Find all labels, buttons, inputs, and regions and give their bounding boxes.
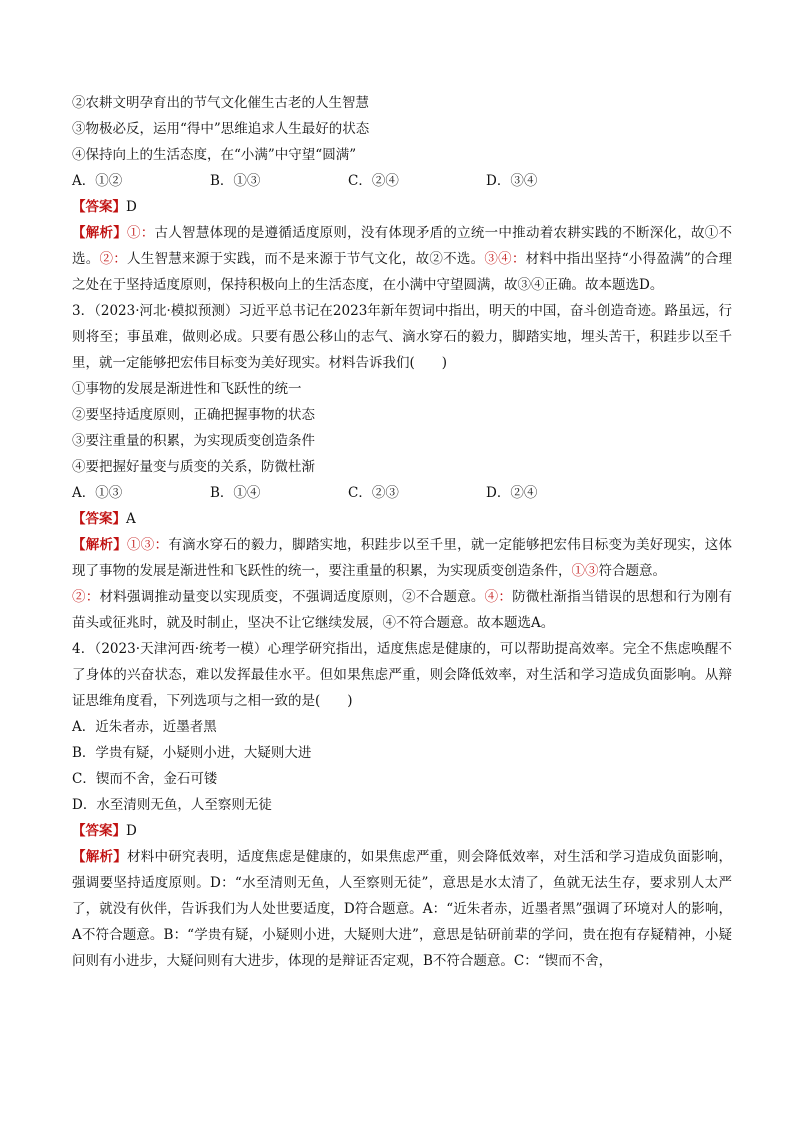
q2-statement: ④保持向上的生活态度，在“小满”中守望“圆满” <box>72 147 357 163</box>
q2-answer <box>72 194 732 220</box>
analysis-marker: ①③ <box>571 563 599 579</box>
q3-statement: ①事物的发展是渐进性和飞跃性的统一 <box>72 381 302 397</box>
analysis-marker: ③④： <box>484 251 526 267</box>
answer-label: 【答案】 <box>72 199 126 215</box>
analysis-text: 符合题意。 <box>598 563 666 579</box>
q4-answer <box>72 818 732 844</box>
q3-option: D．②④ <box>486 485 538 501</box>
q4-option: D．水至清则无鱼，人至察则无徒 <box>72 797 272 813</box>
q4-option: A．近朱者赤，近墨者黑 <box>72 719 217 735</box>
analysis-marker: ④： <box>484 589 513 605</box>
q3-option: B．①④ <box>210 485 261 501</box>
answer-value: D <box>126 823 137 839</box>
q3-analysis <box>72 532 732 636</box>
analysis-label: 【解析】 <box>72 537 128 553</box>
analysis-text: 人生智慧来源于实践，而不是来源于节气文化，故②不选。 <box>127 251 485 267</box>
q2-statement: ③物极必反，运用“得中”思维追求人生最好的状态 <box>72 121 370 137</box>
q3-answer <box>72 506 732 532</box>
answer-label: 【答案】 <box>72 511 126 527</box>
q2-analysis <box>72 220 732 298</box>
analysis-marker: ②： <box>99 251 127 267</box>
q4-option: B．学贵有疑，小疑则小进，大疑则大进 <box>72 745 312 761</box>
analysis-text: 有滴水穿石的毅力，脚踏实地，积跬步以至千里，就一定能够把宏伟目标变为美好现实，这体现了事物的发展是渐进性和飞跃性的统一，要注重量的积累，为实现质变创造条件， <box>72 537 733 579</box>
analysis-text: 材料中研究表明，适度焦虑是健康的，如果焦虑严重，则会降低效率，对生活和学习造成负面影响，强调要坚持适度原则。D：“水至清则无鱼，人至察则无徒”，意思是水太清了，鱼就无法生存，要求别人太严了，就没有伙伴，告诉我们为人处世要适度，D符合题意。A：“近朱者赤，近墨者黑”强调了环境对人的影响，A不符合题意。B：“学贵有疑，小疑则小进，大疑则大进”，意思是钻研前辈的学问，贵在抱有存疑精神，小疑问则有小进步，大疑问则有大进步，体现的是辩证否定观，B不符合题意。C：“锲而不舍， <box>72 849 733 969</box>
q3-options <box>72 480 732 506</box>
answer-value: A <box>126 511 136 527</box>
q2-option: C．②④ <box>348 173 399 189</box>
analysis-label: 【解析】 <box>72 225 128 241</box>
analysis-text: 古人智慧体现的是遵循适度原则，没有体现矛盾的立统一中推动着农耕实践的不断深化，故①不选。 <box>72 225 733 267</box>
q3-statement: ④要把握好量变与质变的关系，防微杜渐 <box>72 459 315 475</box>
q2-option: A．①② <box>72 173 123 189</box>
answer-label: 【答案】 <box>72 823 126 839</box>
q3-option: A．①③ <box>72 485 123 501</box>
answer-value: D <box>126 199 137 215</box>
q4-analysis <box>72 844 732 974</box>
q3-option: C．②③ <box>348 485 399 501</box>
q3-stem: 3．（2023·河北·模拟预测）习近平总书记在2023年新年贺词中指出，明天的中国，奋斗创造奇迹。路虽远，行则将至；事虽难，做则必成。只要有愚公移山的志气、滴水穿石的毅力，脚踏实地，埋头苦干，积跬步以至千里，就一定能够把宏伟目标变为美好现实。材料告诉我们( ) <box>72 303 732 371</box>
q2-option: B．①③ <box>210 173 261 189</box>
analysis-text: 材料强调推动量变以实现质变，不强调适度原则，②不合题意。 <box>99 589 485 605</box>
analysis-marker: ②： <box>72 589 100 605</box>
q2-options <box>72 168 732 194</box>
q4-option: C．锲而不舍，金石可镂 <box>72 771 218 787</box>
document-page <box>72 90 732 974</box>
analysis-marker: ①③： <box>127 537 169 553</box>
analysis-label: 【解析】 <box>72 849 128 865</box>
analysis-marker: ①： <box>127 225 155 241</box>
q2-option: D．③④ <box>486 173 538 189</box>
q4-stem: 4．（2023·天津河西·统考一模）心理学研究指出，适度焦虑是健康的，可以帮助提高效率。完全不焦虑唤醒不了身体的兴奋状态，难以发挥最佳水平。但如果焦虑严重，则会降低效率，对生活和学习造成负面影响。从辩证思维角度看，下列选项与之相一致的是( ) <box>72 641 732 709</box>
q2-statement: ②农耕文明孕育出的节气文化催生古老的人生智慧 <box>72 95 369 111</box>
q3-statement: ③要注重量的积累，为实现质变创造条件 <box>72 433 315 449</box>
analysis-text: 防微杜渐指当错误的思想和行为刚有苗头或征兆时，就及时制止，坚决不让它继续发展，④不符合题意。故本题选A。 <box>72 589 733 631</box>
q3-statement: ②要坚持适度原则，正确把握事物的状态 <box>72 407 315 423</box>
analysis-text: 材料中指出坚持“小得盈满”的合理之处在于坚持适度原则，保持积极向上的生活态度，在小满中守望圆满，故③④正确。故本题选D。 <box>72 251 733 293</box>
